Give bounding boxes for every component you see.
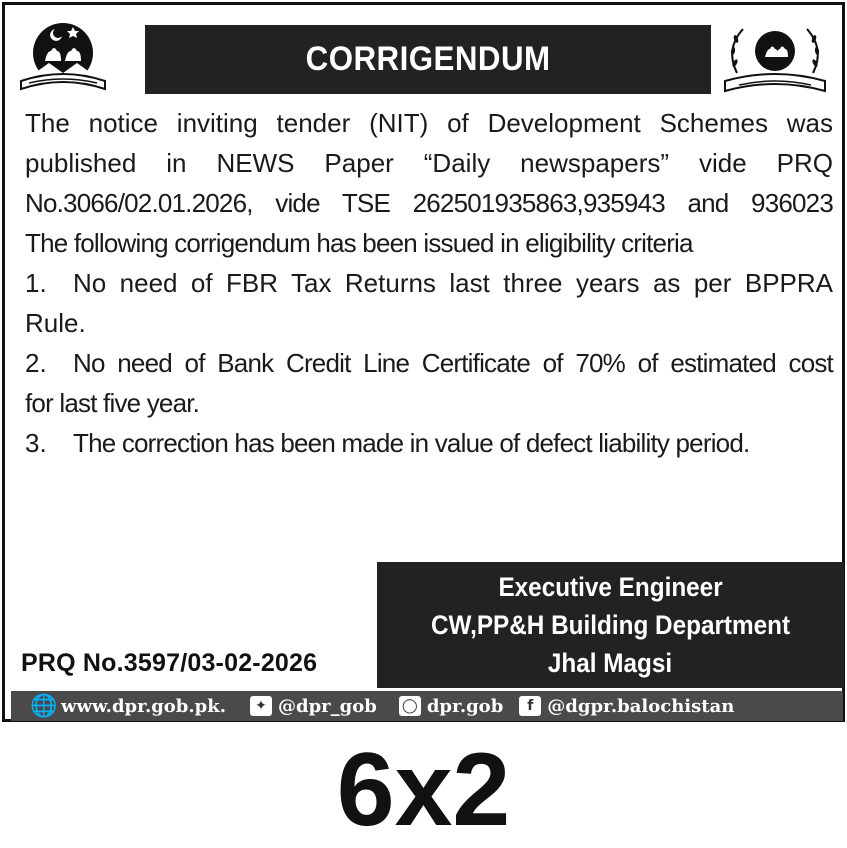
advertisement: [2, 2, 845, 722]
notice-line: No.3066/02.01.2026, vide TSE 262501935863,935943 and 936023: [25, 188, 833, 218]
facebook-handle: @dgpr.balochistan: [547, 695, 735, 717]
item-number: 1.: [25, 268, 47, 298]
signature-title: Executive Engineer: [498, 572, 723, 602]
prq-number: PRQ No.3597/03-02-2026: [21, 649, 318, 677]
list-item: [25, 343, 833, 383]
website-text: www.dpr.gob.pk.: [61, 695, 226, 717]
notice-line: The following corrigendum has been issued in eligibility criteria: [25, 228, 693, 258]
instagram-handle: dpr.gob: [426, 695, 504, 717]
signature-location: Jhal Magsi: [548, 648, 673, 678]
social-footer: [11, 691, 843, 721]
title-banner: [145, 25, 711, 94]
twitter-handle: @dpr_gob: [277, 695, 377, 717]
facebook-link[interactable]: [519, 696, 734, 717]
globe-icon: 🌐: [30, 693, 58, 719]
signature-department: CW,PP&H Building Department: [430, 610, 791, 640]
dgpr-emblem-icon: [719, 17, 831, 97]
item-text: The correction has been made in value of defect liability period.: [73, 428, 750, 458]
balochistan-emblem-icon: [15, 15, 111, 97]
notice-line: The notice inviting tender (NIT) of Development Schemes was: [25, 108, 833, 138]
list-item: [25, 263, 833, 303]
item-continuation: for last five year.: [25, 388, 200, 418]
list-item: [25, 423, 833, 463]
notice-body: [25, 103, 833, 463]
facebook-icon: f: [519, 696, 541, 716]
instagram-icon: ◯: [399, 696, 421, 716]
ad-size-label: 6x2: [336, 732, 511, 848]
twitter-link[interactable]: [250, 696, 377, 717]
twitter-icon: ✦: [250, 696, 272, 716]
item-number: 2.: [25, 348, 47, 378]
page-title: CORRIGENDUM: [305, 40, 551, 78]
notice-line: published in NEWS Paper “Daily newspapers” vide PRQ: [25, 148, 833, 178]
website-link[interactable]: [30, 693, 226, 719]
item-continuation: Rule.: [25, 308, 86, 338]
item-number: 3.: [25, 428, 47, 458]
item-text: No need of Bank Credit Line Certificate of 70% of estimated cost: [73, 348, 833, 378]
signature-block: [377, 562, 844, 688]
item-text: No need of FBR Tax Returns last three years as per BPPRA: [73, 268, 833, 298]
instagram-link[interactable]: [399, 696, 503, 717]
